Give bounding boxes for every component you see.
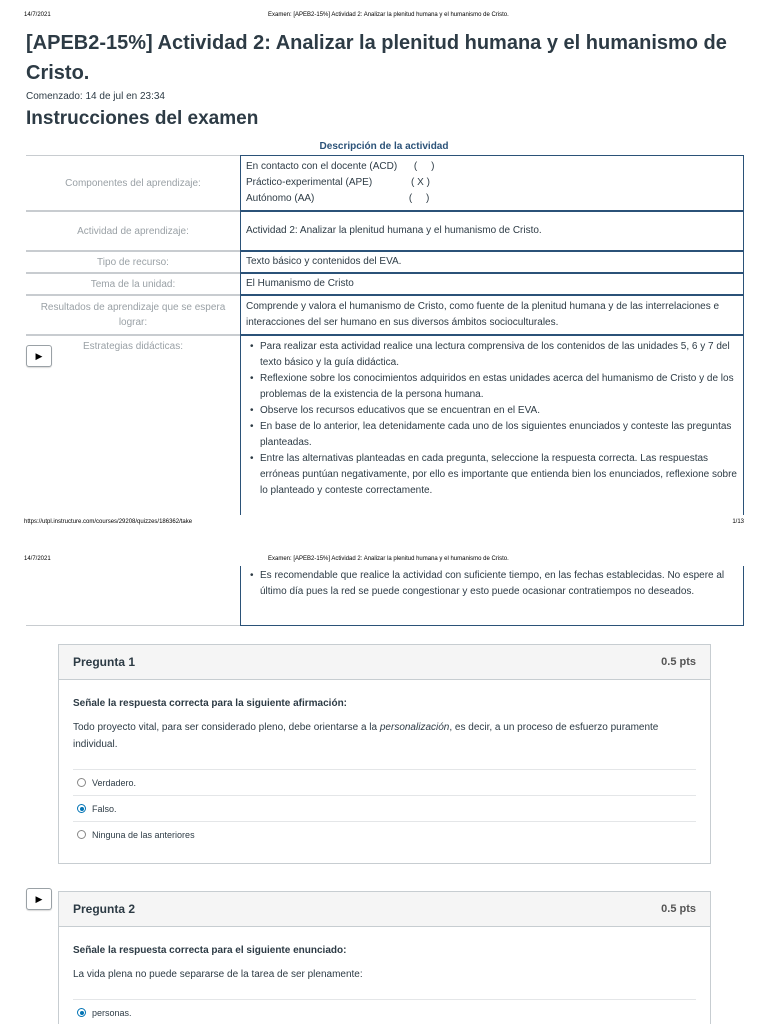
components-row [26, 155, 744, 211]
radio-button[interactable] [77, 830, 86, 839]
resource-value: Texto básico y contenidos del EVA. [240, 251, 744, 273]
strategy-item: • Para realizar esta actividad realice una lectura comprensiva de los contenidos de las unidades 5, 6 y 7 del texto básico y la guía didáctica. [260, 339, 738, 371]
instructions-title: Instrucciones del examen [26, 108, 259, 129]
question-2-header [59, 892, 710, 927]
strategies-row-continued [26, 566, 744, 626]
strategy-item: • Entre las alternativas planteadas en cada pregunta, seleccione la respuesta correcta. Las respuestas erróneas puntúan negativamente, por ello es importante que entienda bien los enunciados, reflexione sobre lo planteado y conteste correctamente. [260, 451, 738, 499]
print-url: https://utpl.instructure.com/courses/29208/quizzes/186362/take [24, 519, 193, 525]
strategy-item: • Reflexione sobre los conocimientos adquiridos en estas unidades acerca del humanismo de Cristo y de los problemas de la existencia de la persona humana. [260, 371, 738, 403]
question-1-card [58, 644, 711, 864]
answer-label: Verdadero. [92, 777, 137, 788]
question-2-title: Pregunta 2 [73, 902, 136, 916]
description-caption: Descripción de la actividad [319, 141, 449, 152]
question-2-points: 0.5 pts [661, 903, 696, 915]
play-button[interactable] [26, 888, 52, 910]
activity-value: Actividad 2: Analizar la plenitud humana y el humanismo de Cristo. [240, 211, 744, 251]
print-date: 14/7/2021 [24, 12, 51, 18]
unit-row [26, 273, 744, 295]
strategies-row [26, 335, 744, 515]
strategies-value-continued [240, 566, 744, 626]
play-icon: ▶ [35, 893, 43, 904]
components-label: Componentes del aprendizaje: [26, 155, 240, 211]
component-aa: Autónomo (AA) ( ) [246, 193, 430, 204]
radio-button-selected[interactable] [77, 804, 86, 813]
resource-row [26, 251, 744, 273]
print-page-number: 1/13 [732, 519, 744, 525]
answer-label: Ninguna de las anteriores [92, 829, 195, 840]
answer-label: personas. [92, 1007, 132, 1018]
question-1-header [59, 645, 710, 680]
strategies-label: Estrategias didácticas: [26, 335, 240, 515]
strategy-item: • En base de lo anterior, lea detenidamente cada uno de los siguientes enunciados y conteste las preguntas planteadas. [260, 419, 738, 451]
print-doc-title: Examen: [APEB2-15%] Actividad 2: Analizar la plenitud humana y el humanismo de Cristo. [268, 12, 509, 18]
question-2-card [58, 891, 711, 1024]
play-button[interactable] [26, 345, 52, 367]
question-1-points: 0.5 pts [661, 656, 696, 668]
radio-button-selected[interactable] [77, 1008, 86, 1017]
activity-label: Actividad de aprendizaje: [26, 211, 240, 251]
answer-option[interactable] [73, 795, 696, 821]
answer-option[interactable] [73, 999, 696, 1024]
question-1-title: Pregunta 1 [73, 655, 136, 669]
results-label: Resultados de aprendizaje que se espera lograr: [26, 295, 240, 335]
question-1-answers [73, 769, 696, 847]
answer-option[interactable] [73, 769, 696, 795]
component-ape: Práctico-experimental (APE) ( X ) [246, 177, 430, 188]
strategy-item: • Es recomendable que realice la actividad con suficiente tiempo, en las fechas establecidas. No espere al último día pues la red se puede congestionar y esto puede ocasionar contratiempos no deseados. [260, 568, 738, 600]
strategy-item: • Observe los recursos educativos que se encuentran en el EVA. [260, 403, 738, 419]
activity-row [26, 211, 744, 251]
question-2-text: La vida plena no puede separarse de la tarea de ser plenamente: [73, 969, 363, 980]
answer-option[interactable] [73, 821, 696, 847]
play-icon: ▶ [35, 350, 43, 361]
question-1-prompt: Señale la respuesta correcta para la siguiente afirmación: [73, 698, 348, 709]
radio-button[interactable] [77, 778, 86, 787]
strategies-value [240, 335, 744, 515]
page-title: [APEB2-15%] Actividad 2: Analizar la plenitud humana y el humanismo de Cristo. [26, 32, 727, 84]
started-time: Comenzado: 14 de jul en 23:34 [26, 91, 165, 102]
results-row [26, 295, 744, 335]
resource-label: Tipo de recurso: [26, 251, 240, 273]
unit-label: Tema de la unidad: [26, 273, 240, 295]
print-doc-title: Examen: [APEB2-15%] Actividad 2: Analizar la plenitud humana y el humanismo de Cristo. [268, 556, 509, 562]
answer-label: Falso. [92, 803, 117, 814]
component-acd: En contacto con el docente (ACD) ( ) [246, 161, 435, 172]
results-value: Comprende y valora el humanismo de Cristo, como fuente de la plenitud humana y de las interrelaciones e interacciones del ser humano en sus diversos ámbitos socioculturales. [240, 295, 744, 335]
strategies-list [246, 339, 738, 499]
unit-value: El Humanismo de Cristo [240, 273, 744, 295]
strategies-label-empty [26, 566, 240, 626]
emphasis-term: personalización [379, 722, 450, 733]
print-date: 14/7/2021 [24, 556, 51, 562]
strategies-list [246, 568, 738, 600]
question-2-prompt: Señale la respuesta correcta para el siguiente enunciado: [73, 945, 347, 956]
components-value [240, 155, 744, 211]
question-1-text: Todo proyecto vital, para ser considerado pleno, debe orientarse a la personalización, es decir, a un proceso de esfuerzo puramente individual. [73, 722, 659, 750]
question-2-answers [73, 999, 696, 1024]
